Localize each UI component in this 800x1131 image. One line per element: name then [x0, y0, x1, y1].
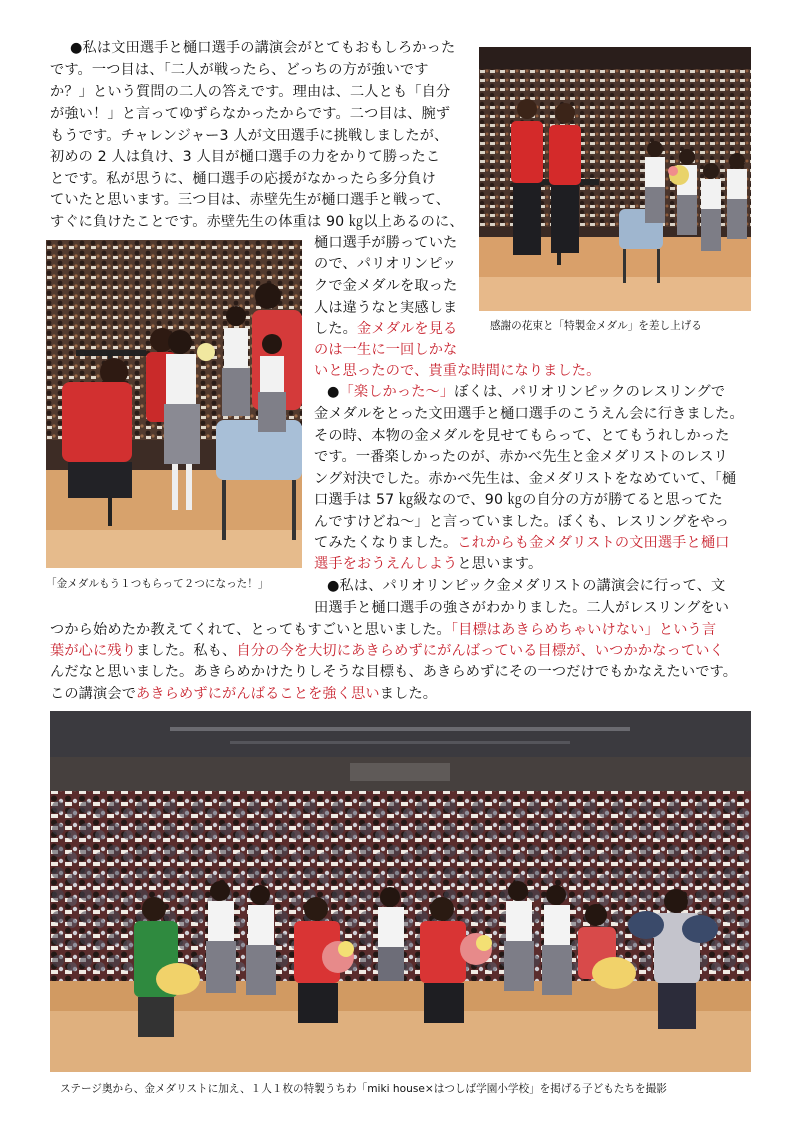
para1-line-9: すぐに負けたことです。赤壁先生の体重は 90 ㎏以上あるのに、: [50, 214, 464, 230]
para2-line-8: [314, 533, 730, 555]
para3-line-3-a: つから始めたか教えてくれて、とってもすごいと思いました。: [50, 622, 451, 638]
para3-line-6-highlight: あきらめずにがんばることを強く思い: [136, 686, 380, 702]
para3-line-1: ●私は、パリオリンピック金メダリストの講演会に行って、文: [327, 578, 726, 594]
photo-medal-ceremony: [46, 240, 302, 568]
para3-line-4-highlight-c: 自分の今を大切にあきらめずにがんばっている目標が、いつかかなっていく: [236, 643, 724, 659]
para2-line-5: ング対決でした。赤かべ先生は、金メダリストをなめていて、「樋: [314, 471, 737, 487]
para3-line-6-c: ました。: [379, 686, 438, 702]
para1-line-2: です。一つ目は、「二人が戦ったら、どっちの方が強いです: [50, 62, 429, 78]
para3-line-3-highlight: 「目標はあきらめちゃいけない」という言: [450, 622, 717, 638]
para2-line-3: その時、本物の金メダルを見せてもらって、とてもうれしかった: [314, 428, 730, 444]
para3-line-6-a: この講演会で: [50, 686, 137, 702]
para1-line-14: [314, 319, 457, 341]
para2-line-8-a: てみたくなりました。: [314, 535, 458, 551]
para2-line-9: [314, 554, 542, 576]
para2-line-1: [327, 382, 725, 404]
para2-bullet: ●: [327, 384, 340, 400]
para3-line-4: [50, 641, 724, 663]
caption-medal-photo: 「金メダルもう１つもらって２つになった！」: [46, 578, 269, 590]
para3-line-3: [50, 620, 716, 642]
para1-line-15: のは一生に一回しかな: [314, 342, 458, 358]
para1-line-12: クで金メダルを取った: [314, 278, 458, 294]
para1-line-3: か？」という質問の二人の答えです。理由は、二人とも「自分: [50, 84, 451, 100]
para1-line-4: が強い！」と言ってゆずらなかったからです。二つ目は、腕ず: [50, 106, 451, 122]
para1-line-13: 人は違うなと実感しま: [314, 300, 458, 316]
para1-line-10: 樋口選手が勝っていた: [314, 235, 458, 251]
photo-bouquet-presentation: [479, 47, 751, 311]
para2-line-7: んですけどね～」と言っていました。ぼくも、レスリングをやっ: [314, 514, 730, 530]
para1-line-5: もうです。チャレンジャー3 人が文田選手に挑戦しましたが、: [50, 128, 449, 144]
para2-title: 「楽しかった～」: [339, 384, 455, 400]
para1-line-6: 初めの 2 人は負け、3 人目が樋口選手の力をかりて勝ったこ: [50, 149, 441, 165]
para2-line-4: です。一番楽しかったのが、赤かべ先生と金メダリストのレスリ: [314, 449, 728, 465]
para2-line-1-text: ぼくは、パリオリンピックのレスリングで: [454, 384, 726, 400]
para1-line-1: ●私は文田選手と樋口選手の講演会がとてもおもしろかった: [70, 40, 456, 56]
para2-line-6: 口選手は 57 ㎏級なので、90 ㎏の自分の方が勝てると思ってた: [314, 492, 723, 508]
photo-group-stage: [50, 711, 751, 1072]
para1-line-14-a: した。: [314, 321, 358, 337]
para1-line-14-highlight: 金メダルを見る: [357, 321, 458, 337]
para1-line-16: いと思ったので、貴重な時間になりました。: [314, 363, 601, 379]
para2-line-9-b: と思います。: [457, 556, 543, 572]
caption-group-photo: ステージ奥から、金メダリストに加え、１人１枚の特製うちわ「miki house×はつしば学園小学校」を掲げる子どもたちを撮影: [60, 1083, 667, 1095]
para3-line-4-b: ました。私も、: [136, 643, 237, 659]
para2-line-9-highlight: 選手をおうえんしよう: [314, 556, 458, 572]
para2-line-2: 金メダルをとった文田選手と樋口選手のこうえん会に行きました。: [314, 406, 744, 422]
para1-line-7: とです。私が思うに、樋口選手の応援がなかったら多分負け: [50, 171, 436, 187]
para1-line-11: ので、パリオリンピッ: [314, 256, 457, 272]
para1-line-8: ていたと思います。三つ目は、赤壁先生が樋口選手と戦って、: [50, 192, 451, 208]
caption-bouquet-photo: 感謝の花束と「特製金メダル」を差し上げる: [490, 320, 702, 332]
para3-line-4-highlight-a: 葉が心に残り: [50, 643, 137, 659]
para3-line-5: んだなと思いました。あきらめかけたりしそうな目標も、あきらめずにその一つだけでもかなえたいです。: [50, 664, 738, 680]
para3-line-2: 田選手と樋口選手の強さがわかりました。二人がレスリングをい: [314, 600, 730, 616]
para2-line-8-highlight: これからも金メダリストの文田選手と樋口: [457, 535, 730, 551]
para3-line-6: [50, 684, 437, 706]
